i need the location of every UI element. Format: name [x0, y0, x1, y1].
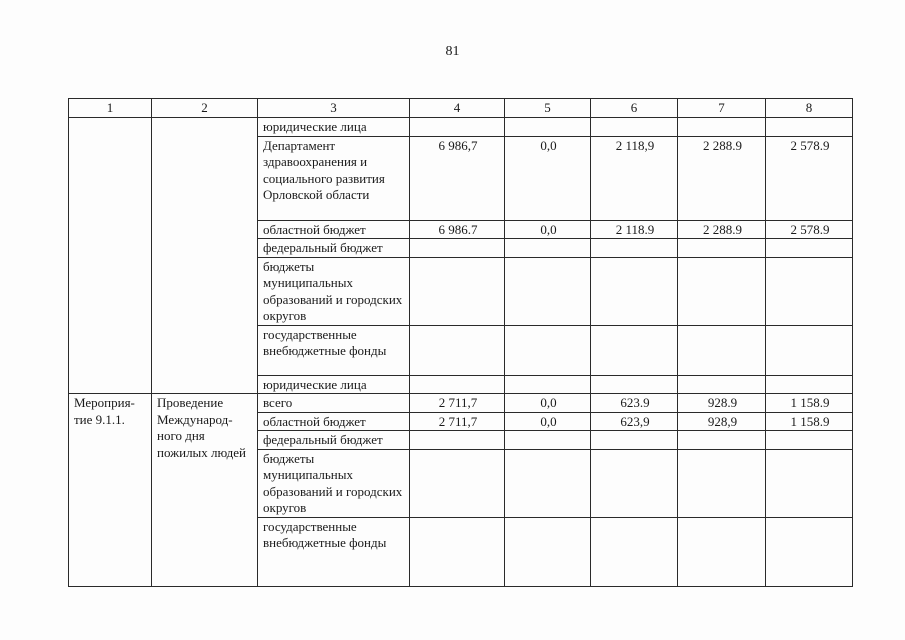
header-cell: 4	[410, 99, 505, 118]
value-cell	[766, 431, 853, 450]
value-cell	[678, 431, 766, 450]
funding-source-cell: Департамент здравоохранения и социального развития Орловской области	[258, 136, 410, 220]
value-cell: 2 711,7	[410, 394, 505, 413]
value-cell	[410, 449, 505, 517]
value-cell	[505, 449, 591, 517]
value-cell	[678, 449, 766, 517]
value-cell	[678, 239, 766, 258]
value-cell	[505, 257, 591, 325]
value-cell	[591, 449, 678, 517]
value-cell: 0,0	[505, 412, 591, 431]
value-cell: 928.9	[678, 394, 766, 413]
value-cell	[766, 449, 853, 517]
value-cell	[678, 118, 766, 137]
funding-source-cell: бюджеты муниципальных образований и городских округов	[258, 257, 410, 325]
value-cell	[591, 517, 678, 586]
value-cell	[591, 239, 678, 258]
funding-source-cell: государственные внебюджетные фонды	[258, 325, 410, 375]
value-cell	[591, 257, 678, 325]
value-cell: 1 158.9	[766, 412, 853, 431]
value-cell: 6 986.7	[410, 220, 505, 239]
value-cell: 0,0	[505, 394, 591, 413]
value-cell	[410, 517, 505, 586]
value-cell: 2 578.9	[766, 220, 853, 239]
value-cell	[505, 375, 591, 394]
funding-source-cell: юридические лица	[258, 118, 410, 137]
funding-source-cell: бюджеты муниципальных образований и городских округов	[258, 449, 410, 517]
value-cell	[410, 239, 505, 258]
value-cell	[505, 239, 591, 258]
value-cell	[766, 325, 853, 375]
header-cell: 5	[505, 99, 591, 118]
value-cell	[591, 325, 678, 375]
event-cell: Мероприя-тие 9.1.1.	[69, 394, 152, 587]
funding-source-cell: федеральный бюджет	[258, 239, 410, 258]
value-cell: 2 118,9	[591, 136, 678, 220]
value-cell	[410, 118, 505, 137]
value-cell: 2 578.9	[766, 136, 853, 220]
header-cell: 8	[766, 99, 853, 118]
value-cell	[591, 431, 678, 450]
funding-source-cell: областной бюджет	[258, 220, 410, 239]
value-cell: 2 118.9	[591, 220, 678, 239]
value-cell: 623,9	[591, 412, 678, 431]
event-name-cell: Проведение Международ-ного дня пожилых людей	[152, 394, 258, 587]
value-cell: 0,0	[505, 136, 591, 220]
funding-source-cell: областной бюджет	[258, 412, 410, 431]
value-cell	[410, 325, 505, 375]
value-cell	[591, 375, 678, 394]
value-cell	[678, 257, 766, 325]
value-cell: 2 711,7	[410, 412, 505, 431]
header-cell: 6	[591, 99, 678, 118]
table-header-row	[69, 99, 853, 118]
funding-source-cell: государственные внебюджетные фонды	[258, 517, 410, 586]
funding-source-cell: юридические лица	[258, 375, 410, 394]
value-cell	[505, 517, 591, 586]
value-cell	[591, 118, 678, 137]
value-cell	[410, 375, 505, 394]
value-cell	[678, 325, 766, 375]
value-cell: 928,9	[678, 412, 766, 431]
page-number: 81	[445, 44, 460, 59]
value-cell: 2 288.9	[678, 220, 766, 239]
table-row	[69, 394, 853, 413]
value-cell	[505, 325, 591, 375]
value-cell	[766, 375, 853, 394]
value-cell	[766, 257, 853, 325]
value-cell	[505, 431, 591, 450]
value-cell	[766, 118, 853, 137]
value-cell	[766, 239, 853, 258]
value-cell	[766, 517, 853, 586]
value-cell: 2 288.9	[678, 136, 766, 220]
header-cell: 2	[152, 99, 258, 118]
header-cell: 3	[258, 99, 410, 118]
value-cell	[410, 257, 505, 325]
value-cell	[410, 431, 505, 450]
event-name-cell	[152, 118, 258, 394]
value-cell: 623.9	[591, 394, 678, 413]
value-cell	[678, 517, 766, 586]
value-cell: 6 986,7	[410, 136, 505, 220]
header-cell: 1	[69, 99, 152, 118]
value-cell: 0,0	[505, 220, 591, 239]
budget-table	[68, 98, 853, 587]
value-cell	[505, 118, 591, 137]
funding-source-cell: всего	[258, 394, 410, 413]
value-cell: 1 158.9	[766, 394, 853, 413]
value-cell	[678, 375, 766, 394]
event-cell	[69, 118, 152, 394]
table-row	[69, 118, 853, 137]
funding-source-cell: федеральный бюджет	[258, 431, 410, 450]
header-cell: 7	[678, 99, 766, 118]
